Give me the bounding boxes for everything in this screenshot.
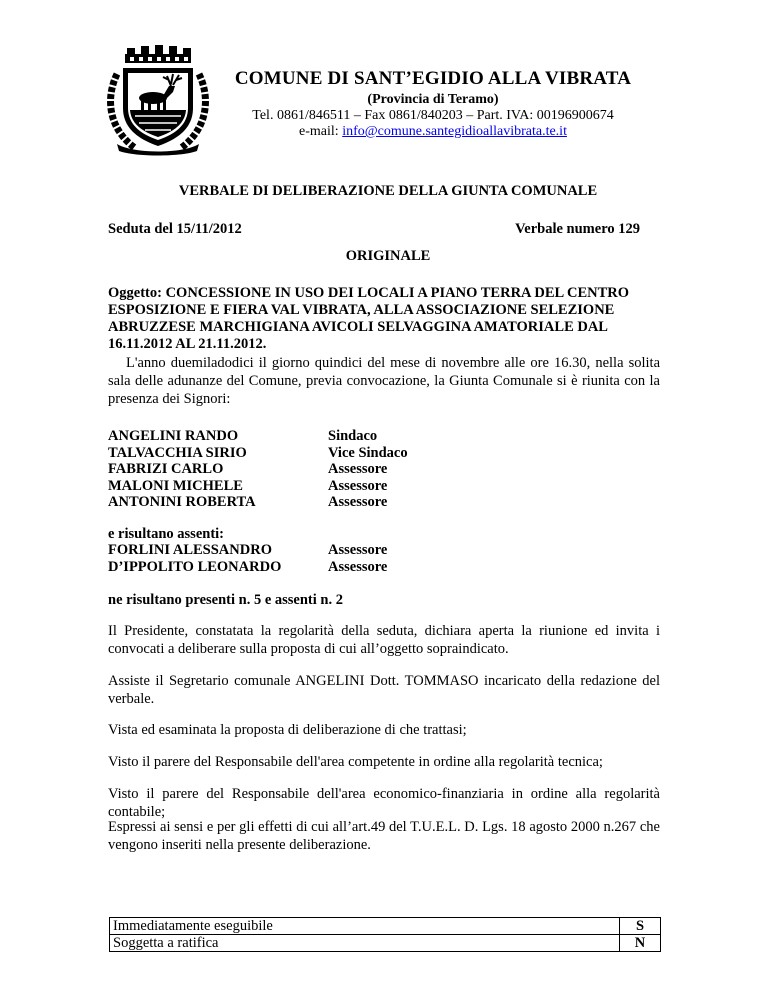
municipality-name: COMUNE DI SANT’EGIDIO ALLA VIBRATA — [234, 68, 632, 89]
intro-paragraph: L'anno duemiladodici il giorno quindici del mese di novembre alle ore 16.30, nella solita sala delle adunanze del Comune, previa convocazione, la Giunta Comunale si è riunita con la presenza dei Signori: — [108, 355, 660, 407]
member-name: TALVACCHIA SIRIO — [108, 444, 247, 461]
body-paragraph: Il Presidente, constatata la regolarità della seduta, dichiara aperta la riunione ed invita i convocati a deliberare sulla proposta di cui all’oggetto sopraindicato. — [108, 623, 660, 657]
list-item — [108, 494, 508, 511]
list-item — [108, 445, 508, 462]
province-label: (Provincia di Teramo) — [367, 92, 499, 107]
member-name: ANGELINI RANDO — [108, 428, 239, 444]
table-row — [110, 935, 661, 952]
member-name: FORLINI ALESSANDRO — [108, 542, 272, 558]
member-role: Assessore — [328, 542, 388, 558]
document-status: ORIGINALE — [345, 248, 431, 264]
session-date: Seduta del 15/11/2012 — [108, 221, 242, 237]
member-role: Assessore — [328, 494, 388, 510]
subject-text: Oggetto: CONCESSIONE IN USO DEI LOCALI A PIANO TERRA DEL CENTRO ESPOSIZIONE E FIERA VAL VIBRATA, ALLA ASSOCIAZIONE SELEZIONE ABRUZZESE MARCHIGIANA AVICOLI SELVAGGINA AMATORIALE DAL 16.11.2012 AL 21.11.2012. — [108, 285, 630, 352]
member-role: Assessore — [328, 477, 388, 494]
absent-heading: e risultano assenti: — [108, 526, 224, 542]
member-name: MALONI MICHELE — [108, 477, 243, 494]
email-line — [208, 124, 658, 140]
minutes-number: Verbale numero 129 — [515, 221, 640, 237]
email-link[interactable]: info@comune.santegidioallavibrata.te.it — [342, 124, 567, 139]
member-role: Sindaco — [328, 428, 378, 444]
list-item — [108, 478, 508, 495]
body-paragraph: Espressi ai sensi e per gli effetti di cui all’art.49 del T.U.E.L. D. Lgs. 18 agosto 2000 n.267 che vengono inseriti nella presente deliberazione. — [108, 819, 660, 853]
member-role: Assessore — [328, 558, 388, 575]
member-role: Assessore — [328, 461, 388, 477]
absent-members-list — [108, 542, 508, 575]
list-item — [108, 461, 508, 478]
table-row — [110, 918, 661, 935]
document-title: VERBALE DI DELIBERAZIONE DELLA GIUNTA COMUNALE — [178, 183, 598, 199]
list-item — [108, 559, 508, 576]
attendance-summary: ne risultano presenti n. 5 e assenti n. 2 — [108, 592, 343, 608]
present-members-list — [108, 428, 508, 511]
email-label: e-mail: — [299, 124, 343, 139]
flag-label: Soggetta a ratifica — [110, 935, 620, 952]
member-role: Vice Sindaco — [328, 444, 408, 461]
member-name: D’IPPOLITO LEONARDO — [108, 558, 282, 575]
member-name: FABRIZI CARLO — [108, 461, 224, 477]
body-paragraph: Assiste il Segretario comunale ANGELINI Dott. TOMMASO incaricato della redazione del verbale. — [108, 673, 660, 707]
flag-value: N — [620, 935, 661, 952]
list-item — [108, 542, 508, 559]
flag-value: S — [620, 918, 661, 935]
coat-of-arms-icon — [103, 44, 213, 156]
flag-label: Immediatamente eseguibile — [110, 918, 620, 935]
list-item — [108, 428, 508, 445]
execution-flags-table — [109, 917, 661, 952]
body-paragraph: Vista ed esaminata la proposta di deliberazione di che trattasi; — [108, 722, 467, 738]
body-paragraph: Visto il parere del Responsabile dell'area competente in ordine alla regolarità tecnica; — [108, 754, 603, 770]
member-name: ANTONINI ROBERTA — [108, 494, 256, 510]
body-paragraph: Visto il parere del Responsabile dell'area economico-finanziaria in ordine alla regolarità contabile; — [108, 786, 660, 820]
contact-info: Tel. 0861/846511 – Fax 0861/840203 – Part. IVA: 00196900674 — [252, 108, 614, 123]
